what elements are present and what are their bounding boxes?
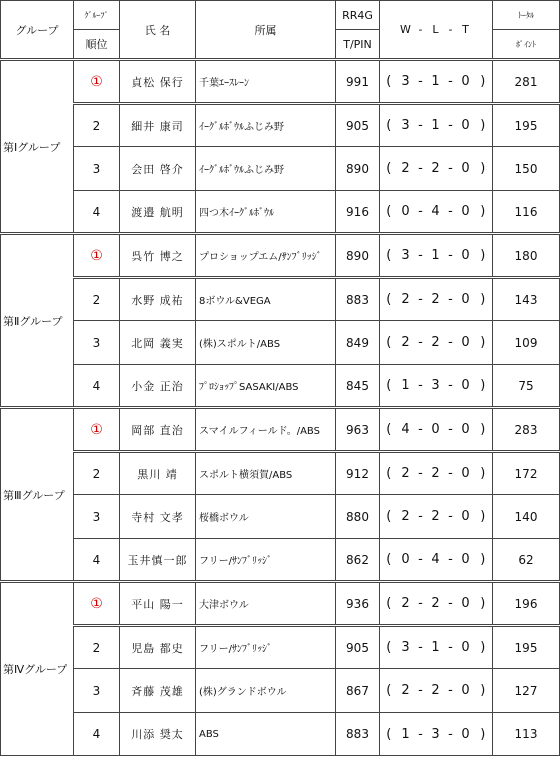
dash: - xyxy=(444,539,458,582)
affiliation: プロショップエム/ｻﾝﾌﾞﾘｯｼﾞ xyxy=(196,234,336,278)
ties: 0 xyxy=(458,626,474,669)
wins: 3 xyxy=(398,104,414,147)
player-name: 児島 都史 xyxy=(120,626,196,669)
affiliation: ｲｰｸﾞﾙﾎﾞｳﾙふじみ野 xyxy=(196,147,336,191)
table-row xyxy=(1,191,560,234)
pin-value: 883 xyxy=(336,278,380,321)
rank-cell: ① xyxy=(74,582,120,626)
dash: - xyxy=(444,234,458,278)
dash: - xyxy=(444,495,458,539)
close-paren: ) xyxy=(474,408,493,452)
rank-cell: 2 xyxy=(74,104,120,147)
group-label: 第Ⅳグループ xyxy=(1,582,74,756)
affiliation: フリー/ｻﾝﾌﾞﾘｯｼﾞ xyxy=(196,539,336,582)
close-paren: ) xyxy=(474,104,493,147)
header-pin-top: RR4G xyxy=(336,1,380,30)
rank-cell: 4 xyxy=(74,191,120,234)
dash: - xyxy=(414,713,428,756)
dash: - xyxy=(414,582,428,626)
close-paren: ) xyxy=(474,713,493,756)
losses: 2 xyxy=(428,452,444,495)
affiliation: ｲｰｸﾞﾙﾎﾞｳﾙふじみ野 xyxy=(196,104,336,147)
player-name: 呉竹 博之 xyxy=(120,234,196,278)
dash: - xyxy=(444,278,458,321)
total-points: 143 xyxy=(493,278,560,321)
header-t: T xyxy=(458,1,474,60)
header-dash-2: - xyxy=(444,1,458,60)
losses: 3 xyxy=(428,365,444,408)
total-points: 113 xyxy=(493,713,560,756)
pin-value: 862 xyxy=(336,539,380,582)
total-points: 180 xyxy=(493,234,560,278)
rank-cell: 2 xyxy=(74,626,120,669)
total-points: 172 xyxy=(493,452,560,495)
losses: 4 xyxy=(428,191,444,234)
table-row xyxy=(1,60,560,104)
losses: 1 xyxy=(428,234,444,278)
pin-value: 880 xyxy=(336,495,380,539)
ties: 0 xyxy=(458,713,474,756)
dash: - xyxy=(414,452,428,495)
header-rank-top: ｸﾞﾙｰﾌﾟ xyxy=(74,1,120,30)
table-row xyxy=(1,147,560,191)
total-points: 116 xyxy=(493,191,560,234)
close-paren: ) xyxy=(474,495,493,539)
affiliation: 8ボウル&VEGA xyxy=(196,278,336,321)
table-row xyxy=(1,234,560,278)
rank-cell: 3 xyxy=(74,669,120,713)
wins: 2 xyxy=(398,669,414,713)
open-paren: ( xyxy=(380,539,398,582)
dash: - xyxy=(444,147,458,191)
pin-value: 912 xyxy=(336,452,380,495)
dash: - xyxy=(414,365,428,408)
header-pts-top: ﾄｰﾀﾙ xyxy=(493,1,560,30)
dash: - xyxy=(414,104,428,147)
wins: 4 xyxy=(398,408,414,452)
losses: 2 xyxy=(428,582,444,626)
rank-cell: 3 xyxy=(74,495,120,539)
ties: 0 xyxy=(458,452,474,495)
total-points: 281 xyxy=(493,60,560,104)
pin-value: 905 xyxy=(336,626,380,669)
total-points: 196 xyxy=(493,582,560,626)
losses: 2 xyxy=(428,321,444,365)
total-points: 109 xyxy=(493,321,560,365)
rank-cell: ① xyxy=(74,408,120,452)
wins: 1 xyxy=(398,365,414,408)
header-rank-bottom: 順位 xyxy=(74,30,120,60)
rank-cell: 2 xyxy=(74,278,120,321)
table-row xyxy=(1,365,560,408)
wins: 3 xyxy=(398,234,414,278)
dash: - xyxy=(414,321,428,365)
group-label: 第Ⅱグループ xyxy=(1,234,74,408)
wins: 2 xyxy=(398,147,414,191)
header-name: 氏 名 xyxy=(120,1,196,60)
table-row xyxy=(1,104,560,147)
dash: - xyxy=(414,60,428,104)
close-paren: ) xyxy=(474,365,493,408)
open-paren: ( xyxy=(380,582,398,626)
dash: - xyxy=(444,104,458,147)
total-points: 62 xyxy=(493,539,560,582)
table-row xyxy=(1,408,560,452)
player-name: 平山 陽一 xyxy=(120,582,196,626)
dash: - xyxy=(444,365,458,408)
player-name: 水野 成祐 xyxy=(120,278,196,321)
pin-value: 883 xyxy=(336,713,380,756)
affiliation: (株)スポルト/ABS xyxy=(196,321,336,365)
affiliation: スポルト横須賀/ABS xyxy=(196,452,336,495)
table-row xyxy=(1,539,560,582)
table-row xyxy=(1,582,560,626)
header-pts-bottom: ﾎﾟｲﾝﾄ xyxy=(493,30,560,60)
ties: 0 xyxy=(458,191,474,234)
dash: - xyxy=(414,191,428,234)
pin-value: 845 xyxy=(336,365,380,408)
wins: 3 xyxy=(398,60,414,104)
rank-cell: 4 xyxy=(74,713,120,756)
pin-value: 963 xyxy=(336,408,380,452)
ties: 0 xyxy=(458,104,474,147)
dash: - xyxy=(444,452,458,495)
pin-value: 849 xyxy=(336,321,380,365)
player-name: 岡部 直治 xyxy=(120,408,196,452)
total-points: 195 xyxy=(493,626,560,669)
ties: 0 xyxy=(458,539,474,582)
wins: 2 xyxy=(398,495,414,539)
table-row xyxy=(1,278,560,321)
player-name: 斉藤 茂雄 xyxy=(120,669,196,713)
rank-cell: 4 xyxy=(74,365,120,408)
dash: - xyxy=(414,626,428,669)
rank-cell: 2 xyxy=(74,452,120,495)
group-label: 第Ⅲグループ xyxy=(1,408,74,582)
table-row xyxy=(1,321,560,365)
header-w: W xyxy=(398,1,414,60)
open-paren: ( xyxy=(380,104,398,147)
player-name: 小金 正治 xyxy=(120,365,196,408)
open-paren: ( xyxy=(380,321,398,365)
header-group: グループ xyxy=(1,1,74,60)
player-name: 川添 奨太 xyxy=(120,713,196,756)
table-row xyxy=(1,713,560,756)
wins: 0 xyxy=(398,539,414,582)
open-paren: ( xyxy=(380,626,398,669)
wins: 3 xyxy=(398,626,414,669)
losses: 2 xyxy=(428,495,444,539)
header-row-1 xyxy=(1,1,560,30)
close-paren: ) xyxy=(474,626,493,669)
header-pin-bottom: T/PIN xyxy=(336,30,380,60)
pin-value: 867 xyxy=(336,669,380,713)
affiliation: フリー/ｻﾝﾌﾞﾘｯｼﾞ xyxy=(196,626,336,669)
open-paren: ( xyxy=(380,278,398,321)
rank-cell: 3 xyxy=(74,147,120,191)
losses: 2 xyxy=(428,669,444,713)
affiliation: スマイルフィールド。/ABS xyxy=(196,408,336,452)
total-points: 140 xyxy=(493,495,560,539)
affiliation: ﾌﾟﾛｼｮｯﾌﾟSASAKI/ABS xyxy=(196,365,336,408)
open-paren: ( xyxy=(380,452,398,495)
wins: 1 xyxy=(398,713,414,756)
player-name: 寺村 文孝 xyxy=(120,495,196,539)
pin-value: 936 xyxy=(336,582,380,626)
dash: - xyxy=(444,408,458,452)
wins: 0 xyxy=(398,191,414,234)
wins: 2 xyxy=(398,321,414,365)
ties: 0 xyxy=(458,408,474,452)
close-paren: ) xyxy=(474,234,493,278)
ties: 0 xyxy=(458,60,474,104)
losses: 1 xyxy=(428,104,444,147)
player-name: 玉井慎一郎 xyxy=(120,539,196,582)
losses: 1 xyxy=(428,60,444,104)
losses: 0 xyxy=(428,408,444,452)
close-paren: ) xyxy=(474,539,493,582)
close-paren: ) xyxy=(474,278,493,321)
pin-value: 916 xyxy=(336,191,380,234)
open-paren: ( xyxy=(380,365,398,408)
player-name: 細井 康司 xyxy=(120,104,196,147)
header-l: L xyxy=(428,1,444,60)
pin-value: 890 xyxy=(336,147,380,191)
close-paren: ) xyxy=(474,321,493,365)
ties: 0 xyxy=(458,495,474,539)
total-points: 283 xyxy=(493,408,560,452)
affiliation: 大津ボウル xyxy=(196,582,336,626)
group-label: 第Ⅰグループ xyxy=(1,60,74,234)
rank-cell: ① xyxy=(74,60,120,104)
table-row xyxy=(1,452,560,495)
affiliation: 四つ木ｲｰｸﾞﾙﾎﾞｳﾙ xyxy=(196,191,336,234)
wins: 2 xyxy=(398,582,414,626)
wins: 2 xyxy=(398,278,414,321)
player-name: 渡邉 航明 xyxy=(120,191,196,234)
table-row xyxy=(1,495,560,539)
rank-cell: ① xyxy=(74,234,120,278)
dash: - xyxy=(414,234,428,278)
dash: - xyxy=(444,191,458,234)
total-points: 195 xyxy=(493,104,560,147)
player-name: 貞松 保行 xyxy=(120,60,196,104)
losses: 2 xyxy=(428,278,444,321)
dash: - xyxy=(444,669,458,713)
ties: 0 xyxy=(458,582,474,626)
open-paren: ( xyxy=(380,408,398,452)
dash: - xyxy=(414,539,428,582)
close-paren: ) xyxy=(474,452,493,495)
open-paren: ( xyxy=(380,669,398,713)
header-dash-1: - xyxy=(414,1,428,60)
pin-value: 991 xyxy=(336,60,380,104)
losses: 4 xyxy=(428,539,444,582)
close-paren: ) xyxy=(474,147,493,191)
losses: 3 xyxy=(428,713,444,756)
pin-value: 905 xyxy=(336,104,380,147)
dash: - xyxy=(414,147,428,191)
dash: - xyxy=(414,669,428,713)
dash: - xyxy=(444,321,458,365)
open-paren: ( xyxy=(380,495,398,539)
close-paren: ) xyxy=(474,669,493,713)
player-name: 会田 啓介 xyxy=(120,147,196,191)
affiliation: ABS xyxy=(196,713,336,756)
affiliation: (株)グランドボウル xyxy=(196,669,336,713)
player-name: 北岡 義実 xyxy=(120,321,196,365)
open-paren: ( xyxy=(380,713,398,756)
ties: 0 xyxy=(458,669,474,713)
ties: 0 xyxy=(458,365,474,408)
wins: 2 xyxy=(398,452,414,495)
table-row xyxy=(1,626,560,669)
rank-cell: 3 xyxy=(74,321,120,365)
header-affiliation: 所属 xyxy=(196,1,336,60)
ties: 0 xyxy=(458,321,474,365)
rank-cell: 4 xyxy=(74,539,120,582)
total-points: 75 xyxy=(493,365,560,408)
dash: - xyxy=(414,495,428,539)
close-paren: ) xyxy=(474,582,493,626)
dash: - xyxy=(444,626,458,669)
ties: 0 xyxy=(458,147,474,191)
table-row xyxy=(1,669,560,713)
close-paren: ) xyxy=(474,60,493,104)
total-points: 150 xyxy=(493,147,560,191)
open-paren: ( xyxy=(380,147,398,191)
ties: 0 xyxy=(458,234,474,278)
affiliation: 桜橋ボウル xyxy=(196,495,336,539)
affiliation: 千葉ｴｰｽﾚｰﾝ xyxy=(196,60,336,104)
losses: 2 xyxy=(428,147,444,191)
dash: - xyxy=(444,582,458,626)
dash: - xyxy=(444,60,458,104)
losses: 1 xyxy=(428,626,444,669)
ties: 0 xyxy=(458,278,474,321)
open-paren: ( xyxy=(380,60,398,104)
open-paren: ( xyxy=(380,234,398,278)
dash: - xyxy=(414,408,428,452)
open-paren: ( xyxy=(380,191,398,234)
player-name: 黒川 靖 xyxy=(120,452,196,495)
total-points: 127 xyxy=(493,669,560,713)
pin-value: 890 xyxy=(336,234,380,278)
dash: - xyxy=(444,713,458,756)
dash: - xyxy=(414,278,428,321)
close-paren: ) xyxy=(474,191,493,234)
